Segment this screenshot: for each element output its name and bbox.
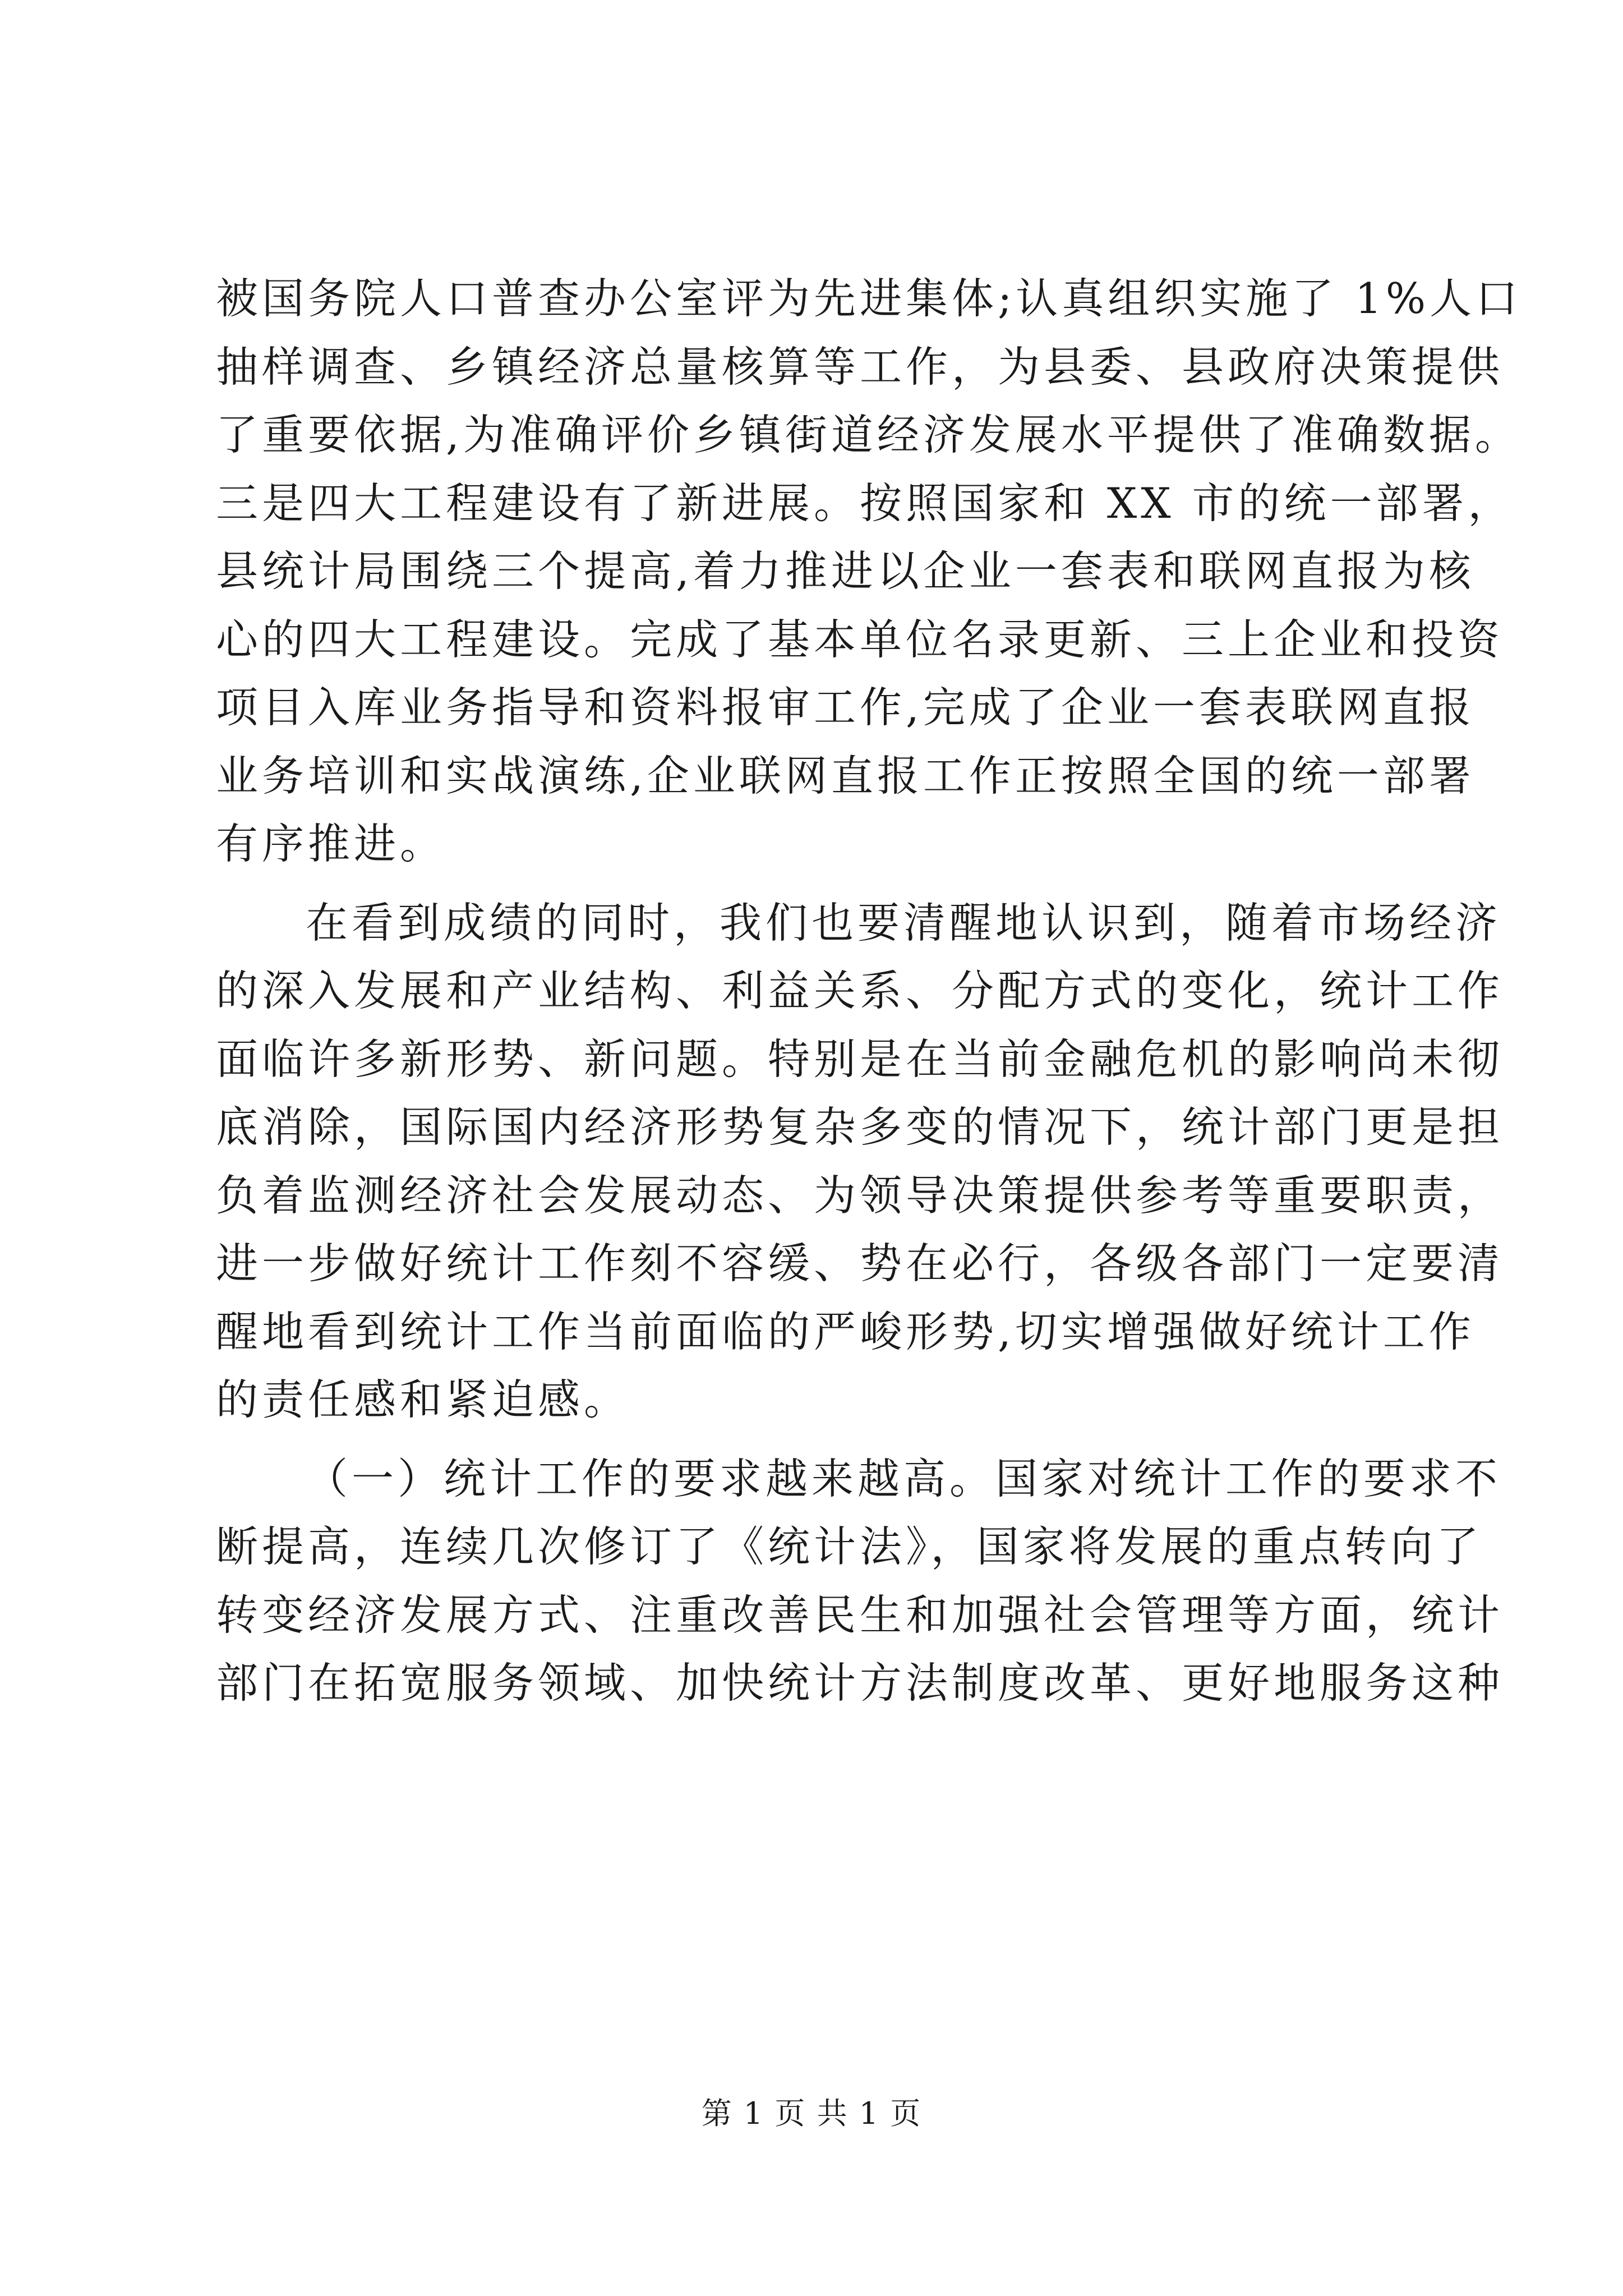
text-line: 负着监测经济社会发展动态、为领导决策提供参考等重要职责， — [216, 1170, 1504, 1220]
text-line: 底消除，国际国内经济形势复杂多变的情况下，统计部门更是担 — [216, 1102, 1504, 1152]
text-line: 醒地看到统计工作当前面临的严峻形势,切实增强做好统计工作 — [216, 1306, 1475, 1356]
text-line: 的责任感和紧迫感。 — [216, 1375, 630, 1424]
text-line: 转变经济发展方式、注重改善民生和加强社会管理等方面，统计 — [216, 1590, 1504, 1640]
paragraph-gap — [216, 878, 1483, 889]
text-line: 进一步做好统计工作刻不容缓、势在必行，各级各部门一定要清 — [216, 1239, 1504, 1288]
text-line: 项目入库业务指导和资料报审工作,完成了企业一套表联网直报 — [216, 683, 1475, 732]
text-line: 在看到成绩的同时，我们也要清醒地认识到，随着市场经济 — [306, 898, 1502, 947]
text-line: 被国务院人口普查办公室评为先进集体;认真组织实施了 1%人口 — [216, 274, 1522, 323]
text-line: 了重要依据,为准确评价乡镇街道经济发展水平提供了准确数据。 — [216, 410, 1521, 459]
text-line: 部门在拓宽服务领域、加快统计方法制度改革、更好地服务这种 — [216, 1658, 1504, 1708]
text-line: 的深入发展和产业结构、利益关系、分配方式的变化，统计工作 — [216, 966, 1504, 1015]
text-line: 面临许多新形势、新问题。特别是在当前金融危机的影响尚未彻 — [216, 1034, 1504, 1084]
page-footer: 第 1 页 共 1 页 — [701, 2096, 922, 2131]
text-line: 县统计局围绕三个提高,着力推进以企业一套表和联网直报为核 — [216, 546, 1475, 596]
document-body — [216, 265, 1522, 1718]
text-line: 心的四大工程建设。完成了基本单位名录更新、三上企业和投资 — [216, 614, 1504, 664]
text-line: 断提高，连续几次修订了《统计法》，国家将发展的重点转向了 — [216, 1522, 1483, 1571]
text-line: 有序推进。 — [216, 819, 446, 868]
text-line: 业务培训和实战演练,企业联网直报工作正按照全国的统一部署 — [216, 751, 1475, 800]
paragraph-gap — [216, 1434, 1483, 1445]
text-line: 三是四大工程建设有了新进展。按照国家和 XX 市的统一部署， — [216, 478, 1514, 528]
text-line: 抽样调查、乡镇经济总量核算等工作，为县委、县政府决策提供 — [216, 342, 1504, 392]
text-line: （一）统计工作的要求越来越高。国家对统计工作的要求不 — [306, 1453, 1502, 1503]
